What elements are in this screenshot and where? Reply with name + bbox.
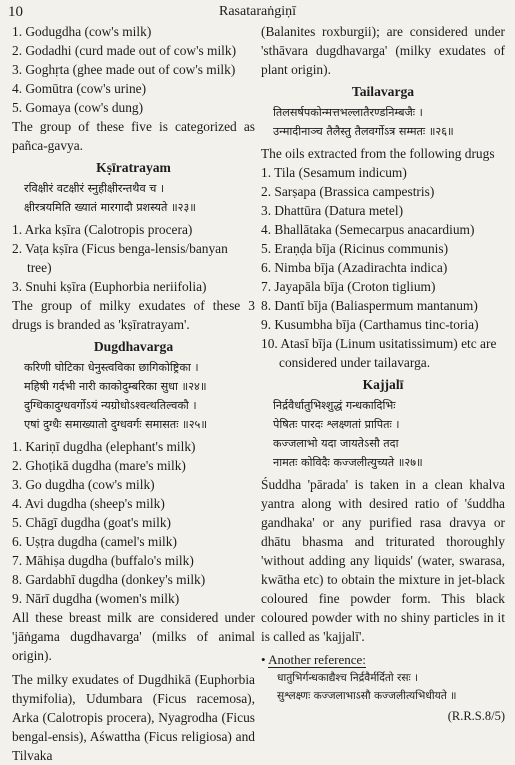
paragraph-panchagavya: The group of these five is categorized as pañca-gavya. — [12, 119, 255, 153]
section-heading-dugdhavarga: Dugdhavarga — [93, 339, 174, 354]
list-item: 3. Dhattūra (Datura metel) — [261, 203, 404, 218]
running-title: Rasataraṅgiṇī — [219, 4, 296, 19]
verse-line: रविक्षीरं वटक्षीरं स्नुहीक्षीरन्तथैव च । — [24, 182, 165, 195]
page-number: 10 — [8, 4, 23, 20]
panchagavya-list — [12, 22, 255, 117]
list-item: 2. Ghoṭikā dugdha (mare's milk) — [12, 458, 186, 473]
page-header — [8, 4, 507, 24]
ksiratrayam-list — [12, 220, 255, 296]
list-item: 5. Gomaya (cow's dung) — [12, 100, 144, 115]
list-item: 9. Nārī dugdha (women's milk) — [12, 591, 180, 606]
list-item: 6. Uṣṭra dugdha (camel's milk) — [12, 534, 177, 549]
verse-line: महिषी गर्दभी नारी काकोदुम्बरिका सुधा ॥२४॥ — [24, 380, 207, 393]
list-item: 3. Snuhi kṣīra (Euphorbia neriifolia) — [12, 279, 207, 294]
left-column — [12, 22, 255, 765]
verse-line: तिलसर्षपकोन्मत्तभल्लातैरण्डनिम्बजैः । — [273, 106, 423, 119]
tailavarga-list — [261, 163, 505, 372]
paragraph-milky-exudates: The milky exudates of Dugdhikā (Euphorbia thymifolia), Udumbara (Ficus racemosa), Arka (Calotropis procera), Nyagrodha (Ficus bengal-ensis), Aśwattha (Ficus religiosa) and Tilvaka — [12, 672, 255, 763]
reference-citation: (R.R.S.8/5) — [447, 709, 505, 723]
verse-line: एषां दुग्धैः समाख्यातो दुग्धवर्गः समासतः ॥२५॥ — [24, 418, 208, 431]
list-item: 1. Tila (Sesamum indicum) — [261, 165, 407, 180]
list-item: 5. Chāgī dugdha (goat's milk) — [12, 515, 171, 530]
list-item: 1. Arka kṣīra (Calotropis procera) — [12, 222, 193, 237]
verse-line: क्षीरत्रयमिति ख्यातं मारगादौ प्रशस्यते ॥२३॥ — [24, 201, 196, 214]
paragraph-sthavara: (Balanites roxburgii); are considered under 'sthāvara dugdhavarga' (milky exudates of plant origin). — [261, 24, 505, 77]
list-item: 6. Nimba bīja (Azadirachta indica) — [261, 260, 448, 275]
list-item: 3. Goghṛta (ghee made out of cow's milk) — [12, 62, 236, 77]
verse-line: उन्मादीनाञ्च तैलैस्तु तैलवर्गोऽत्र सम्मतः ॥२६॥ — [273, 125, 454, 138]
verse-line: कज्जलाभो यदा जायतेऽसौ तदा — [273, 437, 399, 450]
list-item: 7. Jayapāla bīja (Croton tiglium) — [261, 279, 436, 294]
list-item: 8. Dantī bīja (Baliaspermum mantanum) — [261, 298, 478, 313]
dugdhavarga-list — [12, 437, 255, 608]
list-item: 4. Avi dugdha (sheep's milk) — [12, 496, 165, 511]
sanskrit-verse-27 — [261, 396, 505, 472]
section-heading-tailavarga: Tailavarga — [351, 84, 415, 99]
paragraph-kajjali: Śuddha 'pārada' is taken in a clean khalva yantra along with desired ratio of 'śuddha gandhaka' or any purified rasa dravya or dhātu bhasma and triturated thoroughly 'without adding any liquids' (water, swarasa, kwātha etc) to obtain the mixture in jet-black coloured fine powder form. This black coloured powder with no shiny particles in it is called as 'kajjalī'. — [261, 477, 505, 644]
another-reference-heading — [261, 650, 505, 669]
bullet-icon: • — [261, 652, 266, 667]
sanskrit-verse-23 — [12, 179, 255, 217]
list-item: 2. Godadhi (curd made out of cow's milk) — [12, 43, 237, 58]
verse-line: सुश्लक्ष्णः कज्जलाभाऽसौ कज्जलीत्यभिधीयते ॥ — [277, 690, 457, 702]
verse-line: दुग्धिकादुग्धवर्गोऽयं न्यग्रोधोऽश्वत्थतिल्वकौ । — [24, 399, 197, 412]
list-item: 1. Godugdha (cow's milk) — [12, 24, 152, 39]
reference-verse — [261, 669, 505, 705]
list-item: 2. Sarṣapa (Brassica campestris) — [261, 184, 435, 199]
right-column — [261, 22, 505, 726]
section-heading-kajjali: Kajjalī — [362, 377, 404, 392]
verse-line: निर्द्रवैर्धातुभिश्शुद्धं गन्धकादिभिः — [273, 399, 396, 412]
list-item: 9. Kusumbha bīja (Carthamus tinc-toria) — [261, 317, 479, 332]
verse-line: धातुभिर्गन्धकाद्यैश्च निर्द्रवैर्मर्दितो रसः । — [277, 672, 419, 684]
reference-label: Another reference: — [268, 652, 366, 667]
list-item: 4. Bhallātaka (Semecarpus anacardium) — [261, 222, 475, 237]
section-heading-ksiratrayam: Kṣīratrayam — [96, 160, 171, 175]
list-item: 1. Kariṇī dugdha (elephant's milk) — [12, 439, 196, 454]
list-item: 4. Gomūtra (cow's urine) — [12, 81, 147, 96]
sanskrit-verse-24-25 — [12, 358, 255, 434]
list-item: 8. Gardabhī dugdha (donkey's milk) — [12, 572, 206, 587]
paragraph-jangama: All these breast milk are considered under 'jāṅgama dugdhavarga' (milks of animal origin). — [12, 610, 255, 663]
verse-line: पेषितः पारदः श्लक्ष्णतां प्रापितः । — [273, 418, 400, 431]
paragraph-oils-intro: The oils extracted from the following drugs — [261, 146, 495, 161]
list-item: 3. Go dugdha (cow's milk) — [12, 477, 155, 492]
paragraph-ksiratrayam: The group of milky exudates of these 3 drugs is branded as 'kṣīratrayam'. — [12, 298, 255, 332]
verse-line: नामतः कोविदैः कज्जलीत्युच्यते ॥२७॥ — [273, 456, 423, 469]
verse-line: करिणी घोटिका धेनुस्त्वविका छागिकोष्ट्रिका । — [24, 361, 199, 374]
list-item: 5. Eraṇḍa bīja (Ricinus communis) — [261, 241, 449, 256]
sanskrit-verse-26 — [261, 103, 505, 141]
list-item: 7. Māhiṣa dugdha (buffalo's milk) — [12, 553, 194, 568]
list-item: 10. Atasī bīja (Linum usitatissimum) etc are considered under tailavarga. — [261, 336, 497, 370]
list-item: 2. Vaṭa kṣīra (Ficus benga-lensis/banyan tree) — [12, 241, 228, 275]
